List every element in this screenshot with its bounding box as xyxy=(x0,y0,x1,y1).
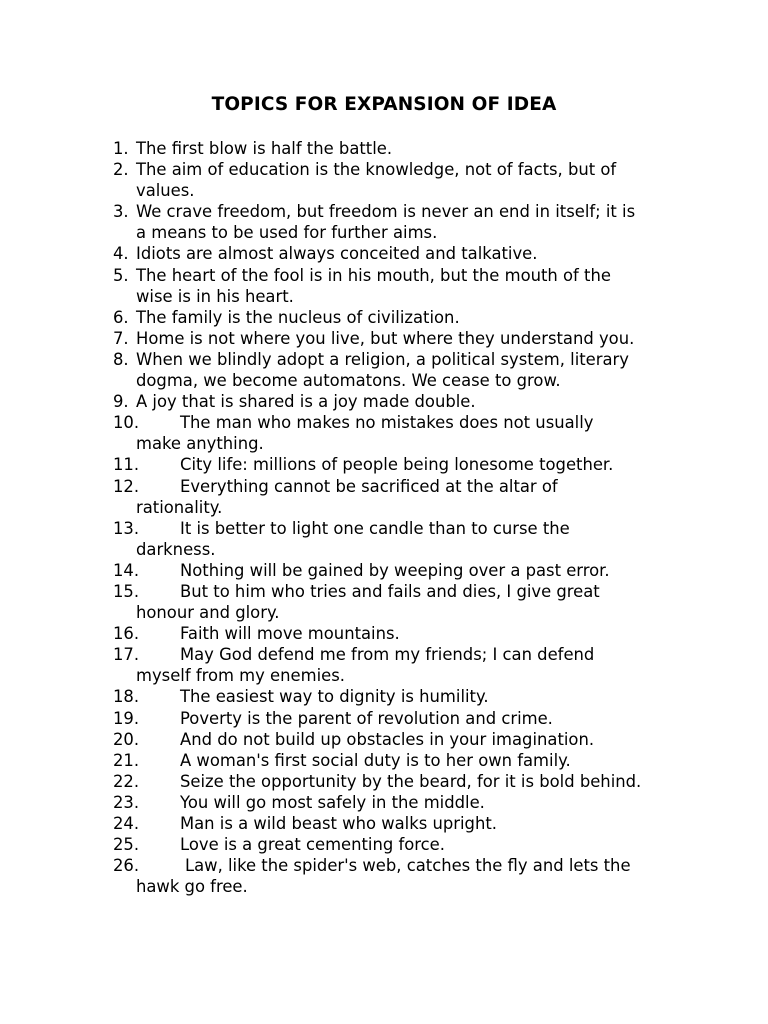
topic-number: 5. xyxy=(113,265,129,285)
topic-line xyxy=(136,665,713,686)
topic-text: honour and glory. xyxy=(136,603,280,623)
topic-text: darkness. xyxy=(136,539,216,559)
topic-text: Idiots are almost always conceited and talkative. xyxy=(136,244,538,264)
topic-number: 4. xyxy=(113,244,129,264)
topic-line xyxy=(136,201,713,222)
topic-line xyxy=(136,623,713,644)
topic-line xyxy=(136,644,713,665)
topic-number: 24. xyxy=(113,814,140,833)
topic-line xyxy=(136,855,713,876)
topic-item xyxy=(113,328,713,349)
topic-line xyxy=(136,243,713,264)
topic-item xyxy=(113,729,713,750)
topic-line xyxy=(136,349,713,370)
topics-list xyxy=(113,138,713,897)
topic-text: May God defend me from my friends; I can defend xyxy=(180,645,595,665)
topic-text: The man who makes no mistakes does not usually xyxy=(180,413,594,433)
topic-line xyxy=(136,834,713,855)
topic-number: 16. xyxy=(113,624,140,644)
topic-line xyxy=(136,876,713,897)
topic-number: 19. xyxy=(113,708,140,728)
topic-item xyxy=(113,138,713,159)
topic-text: Nothing will be gained by weeping over a past error. xyxy=(180,560,610,580)
topic-text: The family is the nucleus of civilization. xyxy=(136,307,460,327)
topic-number: 12. xyxy=(113,476,140,496)
topic-line xyxy=(136,581,713,602)
topic-text: make anything. xyxy=(136,434,264,454)
topic-item xyxy=(113,623,713,644)
topic-text: rationality. xyxy=(136,497,223,517)
topic-line xyxy=(136,138,713,159)
topic-item xyxy=(113,750,713,771)
topic-item xyxy=(113,476,713,518)
topic-item xyxy=(113,307,713,328)
topic-text: We crave freedom, but freedom is never an end in itself; it is xyxy=(136,202,636,222)
topic-line xyxy=(136,792,713,813)
topic-item xyxy=(113,518,713,560)
topic-line xyxy=(136,370,713,391)
topic-text: The heart of the fool is in his mouth, but the mouth of the xyxy=(136,265,611,285)
topic-item xyxy=(113,243,713,264)
topic-line xyxy=(136,708,713,729)
topic-number: 6. xyxy=(113,307,129,327)
topic-item xyxy=(113,855,713,897)
topic-number: 3. xyxy=(113,202,129,222)
topic-text: When we blindly adopt a religion, a political system, literary xyxy=(136,349,629,369)
topic-line xyxy=(136,412,713,433)
topic-text: The easiest way to dignity is humility. xyxy=(180,687,489,707)
topic-text: And do not build up obstacles in your imagination. xyxy=(180,729,595,749)
topic-number: 8. xyxy=(113,349,129,369)
topic-line xyxy=(136,771,713,792)
topic-line xyxy=(136,180,713,201)
topic-number: 7. xyxy=(113,328,129,348)
topic-item xyxy=(113,686,713,707)
topic-line xyxy=(136,602,713,623)
topic-text: A joy that is shared is a joy made double. xyxy=(136,392,476,412)
topic-number: 17. xyxy=(113,645,140,665)
topic-text: Faith will move mountains. xyxy=(180,624,400,644)
topic-text: Poverty is the parent of revolution and crime. xyxy=(180,708,553,728)
topic-text: But to him who tries and fails and dies, I give great xyxy=(180,581,600,601)
topic-line xyxy=(136,813,713,834)
topic-line xyxy=(136,729,713,750)
topic-text: A woman's first social duty is to her own family. xyxy=(180,750,571,770)
topic-item xyxy=(113,159,713,201)
topic-line xyxy=(136,539,713,560)
topic-text: The aim of education is the knowledge, not of facts, but of xyxy=(136,160,617,180)
topic-line xyxy=(136,159,713,180)
topic-item xyxy=(113,813,713,834)
topic-line xyxy=(136,750,713,771)
topic-number: 21. xyxy=(113,750,140,770)
topic-text: Love is a great cementing force. xyxy=(180,835,445,855)
topic-number: 18. xyxy=(113,687,140,707)
topic-number: 13. xyxy=(113,518,140,538)
topic-number: 9. xyxy=(113,392,129,412)
topic-text: myself from my enemies. xyxy=(136,666,345,686)
topic-text: It is better to light one candle than to curse the xyxy=(180,518,570,538)
topic-number: 2. xyxy=(113,160,129,180)
topic-number: 25. xyxy=(113,835,140,855)
topic-item xyxy=(113,708,713,729)
topic-number: 22. xyxy=(113,771,140,791)
topic-item xyxy=(113,265,713,307)
topic-item xyxy=(113,792,713,813)
topic-number: 10. xyxy=(113,413,140,433)
topic-line xyxy=(136,497,713,518)
topic-text: wise is in his heart. xyxy=(136,286,294,306)
topic-text: Man is a wild beast who walks upright. xyxy=(180,814,497,833)
topic-item xyxy=(113,201,713,243)
topic-text: a means to be used for further aims. xyxy=(136,223,438,243)
page-title: TOPICS FOR EXPANSION OF IDEA xyxy=(211,94,557,115)
topic-item xyxy=(113,644,713,686)
topic-text: hawk go free. xyxy=(136,877,248,897)
topic-item xyxy=(113,560,713,581)
topic-number: 14. xyxy=(113,560,140,580)
topic-text: You will go most safely in the middle. xyxy=(180,792,485,812)
topic-item xyxy=(113,834,713,855)
topic-text: Everything cannot be sacrificed at the altar of xyxy=(180,476,558,496)
topic-line xyxy=(136,433,713,454)
topic-number: 15. xyxy=(113,581,140,601)
topic-item xyxy=(113,454,713,475)
topic-line xyxy=(136,265,713,286)
topic-line xyxy=(136,686,713,707)
topic-number: 23. xyxy=(113,792,140,812)
topic-line xyxy=(136,518,713,539)
topic-line xyxy=(136,286,713,307)
topic-item xyxy=(113,412,713,454)
topic-text: Home is not where you live, but where they understand you. xyxy=(136,328,635,348)
topic-line xyxy=(136,454,713,475)
topic-line xyxy=(136,222,713,243)
topic-item xyxy=(113,349,713,391)
topic-text: Law, like the spider's web, catches the fly and lets the xyxy=(185,856,631,876)
topic-text: Seize the opportunity by the beard, for it is bold behind. xyxy=(180,771,642,791)
topic-item xyxy=(113,771,713,792)
topic-line xyxy=(136,560,713,581)
topic-item xyxy=(113,391,713,412)
topic-line xyxy=(136,391,713,412)
topic-number: 11. xyxy=(113,455,140,475)
topic-number: 1. xyxy=(113,139,129,158)
topic-item xyxy=(113,581,713,623)
topic-text: City life: millions of people being lonesome together. xyxy=(180,455,614,475)
topic-number: 20. xyxy=(113,729,140,749)
topic-line xyxy=(136,307,713,328)
topic-line xyxy=(136,328,713,349)
topic-line xyxy=(136,476,713,497)
topic-text: The first blow is half the battle. xyxy=(136,139,393,158)
topic-number: 26. xyxy=(113,856,140,876)
topic-text: values. xyxy=(136,181,195,201)
topic-text: dogma, we become automatons. We cease to grow. xyxy=(136,371,561,391)
